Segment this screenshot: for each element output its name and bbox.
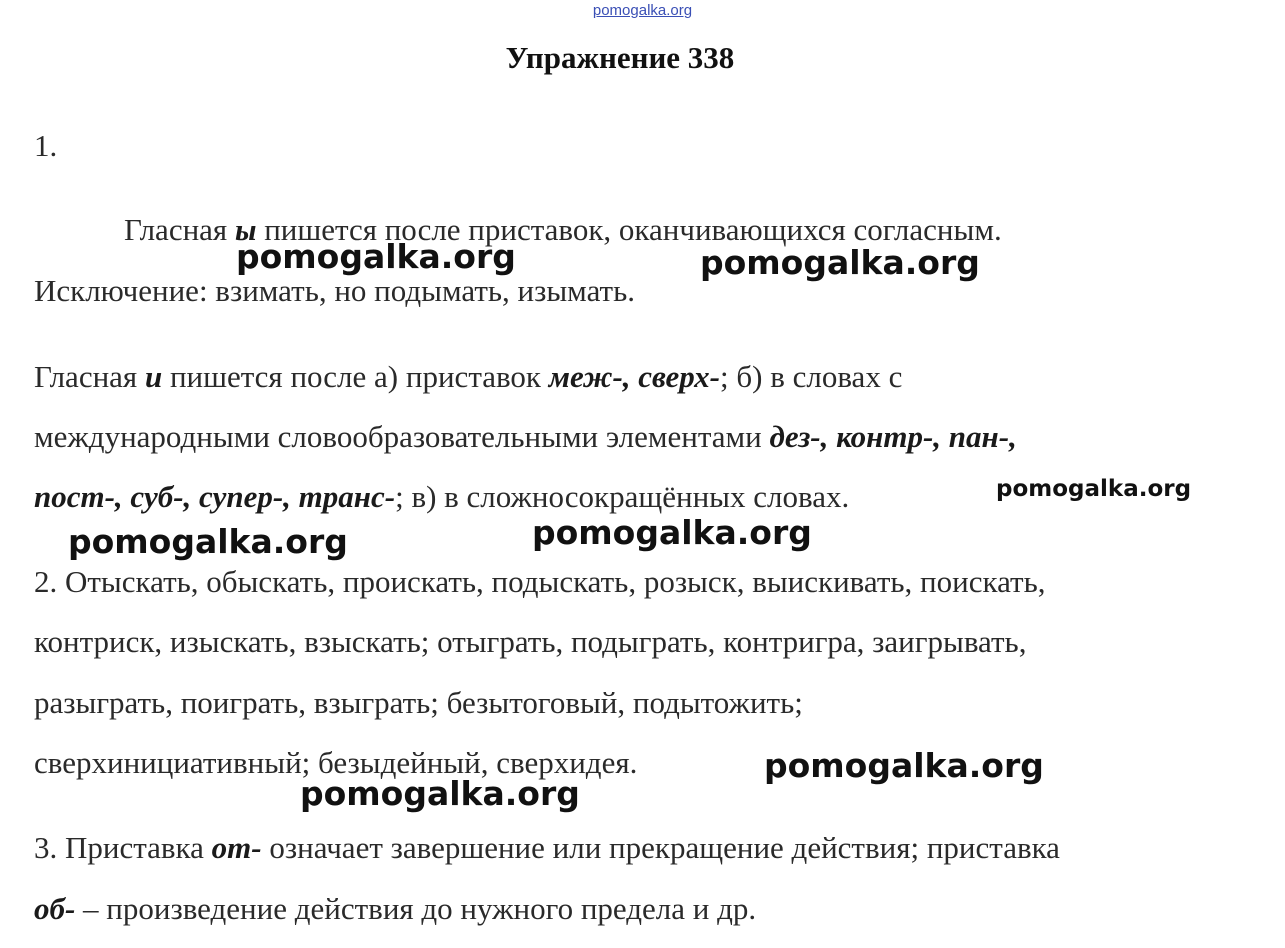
rule-i-line-2 bbox=[34, 419, 1017, 455]
rule-y-pre: Гласная bbox=[124, 212, 235, 247]
section-3-line-1 bbox=[34, 830, 1060, 866]
watermark: pomogalka.org bbox=[700, 243, 980, 282]
rule-i-pre-2: международными словообразовательными элементами bbox=[34, 419, 770, 454]
site-link[interactable]: pomogalka.org bbox=[592, 2, 693, 19]
section-2-line-2: контриск, изыскать, взыскать; отыграть, подыграть, контригра, заигрывать, bbox=[34, 624, 1027, 659]
page-title: Упражнение 338 bbox=[505, 40, 735, 75]
rule-i-line-1 bbox=[34, 359, 902, 395]
watermark: pomogalka.org bbox=[236, 237, 516, 276]
rule-y-post: пишется после приставок, оканчивающихся согласным. bbox=[256, 212, 1002, 247]
section-3-post-1: означает завершение или прекращение действия; приставка bbox=[261, 830, 1060, 865]
watermark: pomogalka.org bbox=[300, 774, 580, 813]
rule-i-post-3: ; в) в сложносокращённых словах. bbox=[395, 479, 850, 514]
section-3-pre: 3. Приставка bbox=[34, 830, 212, 865]
watermark: pomogalka.org bbox=[532, 513, 812, 552]
section-3-line-2 bbox=[34, 891, 756, 927]
watermark: pomogalka.org bbox=[996, 476, 1192, 502]
watermark: pomogalka.org bbox=[764, 746, 1044, 785]
rule-i-prefixes-2: дез-, контр-, пан-, bbox=[769, 419, 1017, 454]
rule-i-prefixes-3: пост-, суб-, супер-, транс- bbox=[34, 479, 396, 514]
rule-i-prefixes-1: меж-, сверх- bbox=[548, 359, 720, 394]
rule-i-post-1: ; б) в словах с bbox=[720, 359, 903, 394]
section-3-post-2: – произведение действия до нужного предела и др. bbox=[75, 891, 757, 926]
section-2-line-3: разыграть, поиграть, взыграть; безытоговый, подытожить; bbox=[34, 685, 803, 720]
exception-line: Исключение: взимать, но подымать, изымать. bbox=[34, 273, 635, 308]
section-2-line-1: 2. Отыскать, обыскать, проискать, подыскать, розыск, выискивать, поискать, bbox=[34, 564, 1046, 599]
rule-i-line-3 bbox=[34, 479, 849, 515]
section-2-line-4: сверхинициативный; безыдейный, сверхидея. bbox=[34, 745, 638, 780]
rule-y-letter: ы bbox=[234, 212, 257, 247]
rule-i-letter: и bbox=[144, 359, 163, 394]
prefix-ot: от- bbox=[211, 830, 262, 865]
watermark: pomogalka.org bbox=[68, 522, 348, 561]
rule-i-mid: пишется после а) приставок bbox=[162, 359, 549, 394]
prefix-ob: об- bbox=[34, 891, 76, 926]
rule-i-pre: Гласная bbox=[34, 359, 145, 394]
section-1-number: 1. bbox=[34, 128, 58, 163]
